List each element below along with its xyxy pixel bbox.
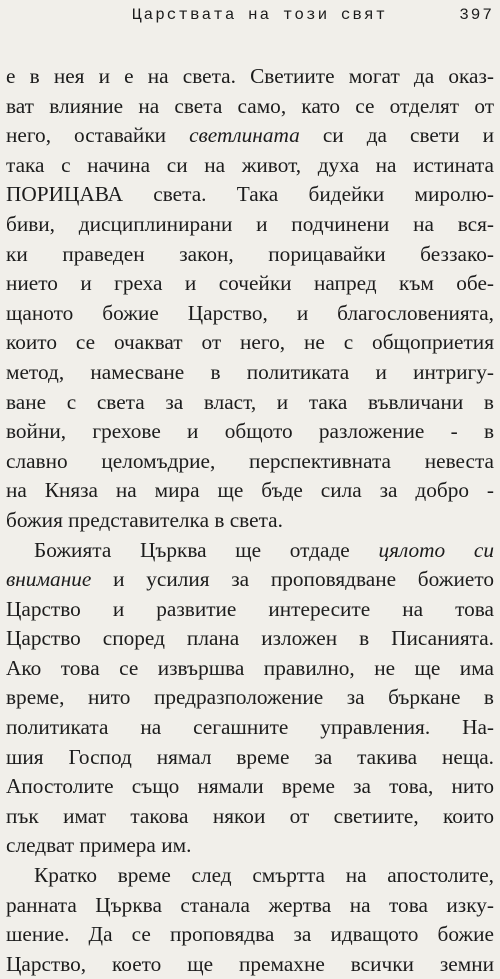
text-line: ване с света за власт, и така въвличани в: [6, 389, 494, 414]
emphasis-text: цялото си: [378, 537, 494, 562]
text-line: шия Господ нямал време за такива неща.: [6, 744, 494, 769]
text-line: ват влияние на света само, като се отделят от: [6, 93, 494, 118]
running-title: Царствата на този свят: [132, 6, 388, 24]
text-line: на Княза на мира ще бъде сила за добро -: [6, 478, 494, 503]
text-line: пък имат такова някои от светиите, които: [6, 803, 494, 828]
text-run: и усилия за проповядване божието: [91, 567, 494, 592]
text-line: щаното божие Царство, и благословенията,: [6, 300, 494, 325]
text-line: ки праведен закон, порицавайки беззако-: [6, 241, 494, 266]
body-text: [6, 62, 494, 979]
text-line: Царство според плана изложен в Писанията.: [6, 626, 494, 651]
text-line: политиката на сегашните управления. На-: [6, 715, 494, 740]
text-line: войни, грехове и общото разложение - в: [6, 419, 494, 444]
text-line: които се очакват от него, не с общоприетия: [6, 330, 494, 355]
text-line: метод, намесване в политиката и интригу-: [6, 359, 494, 384]
text-line: Ако това се извършва правилно, не ще има: [6, 655, 494, 680]
text-line: следват примера им.: [6, 833, 192, 858]
text-line: така с начина си на живот, духа на истината: [6, 152, 494, 177]
text-line: ранната Църква станала жертва на това изку-: [6, 892, 494, 917]
text-run: си да свети и: [299, 123, 494, 148]
text-line: нието и греха и сочейки напред към обе-: [6, 271, 494, 296]
text-run: Божията Църква ще отдаде: [34, 537, 379, 562]
text-line: Царство и развитие интересите на това: [6, 596, 494, 621]
text-line: време, нито предразположение за бъркане в: [6, 685, 494, 710]
running-head: [0, 6, 500, 28]
text-line: Царство, което ще премахне всички земни: [6, 951, 494, 976]
text-line: [6, 121, 494, 151]
emphasis-text: внимание: [6, 567, 92, 592]
text-line: Кратко време след смъртта на апостолите,: [34, 863, 494, 888]
text-line: божия представителка в света.: [6, 507, 283, 532]
text-line: биви, дисциплинирани и подчинени на вся-: [6, 211, 494, 236]
page-number: 397: [459, 6, 494, 24]
text-line: Апостолите също нямали време за това, нито: [6, 774, 494, 799]
text-line: ПОРИЦАВА света. Така бидейки миролю-: [6, 182, 494, 207]
text-line: шение. Да се проповядва за идващото божие: [6, 922, 494, 947]
text-run: него, оставайки: [6, 123, 190, 148]
text-line: [6, 536, 494, 566]
text-line: славно целомъдрие, перспективната невеста: [6, 448, 494, 473]
emphasis-text: светлината: [189, 123, 300, 148]
text-line: е в нея и е на света. Светиите могат да оказ-: [6, 64, 494, 88]
text-line: [6, 565, 494, 595]
